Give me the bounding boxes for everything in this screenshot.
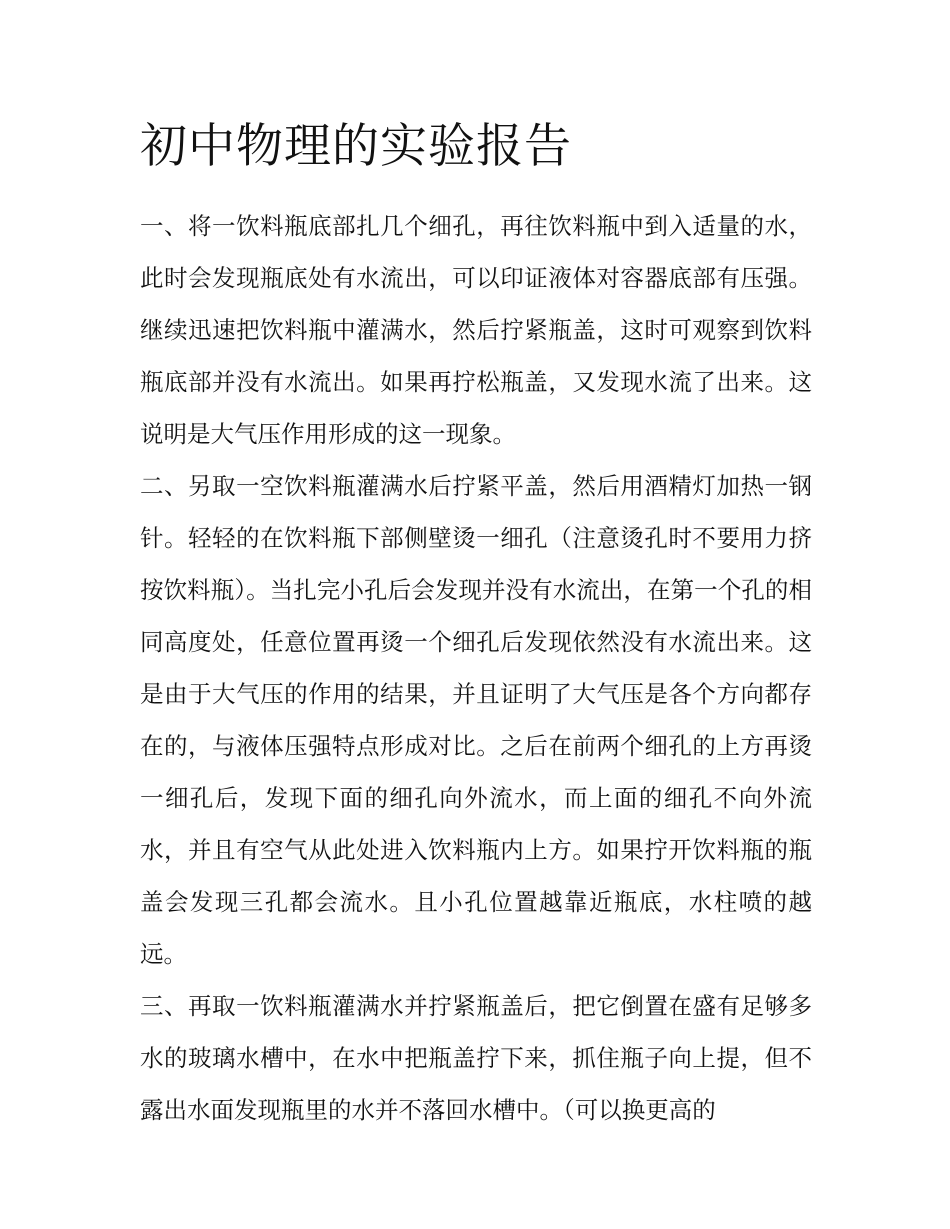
document-page xyxy=(140,112,812,1136)
paragraph-3: 三、再取一饮料瓶灌满水并拧紧瓶盖后，把它倒置在盛有足够多水的玻璃水槽中，在水中把瓶盖拧下来，抓住瓶子向上提，但不露出水面发现瓶里的水并不落回水槽中。（可以换更高的 xyxy=(140,992,812,1124)
paragraph-1: 一、将一饮料瓶底部扎几个细孔，再往饮料瓶中到入适量的水，此时会发现瓶底处有水流出，可以印证液体对容器底部有压强。继续迅速把饮料瓶中灌满水，然后拧紧瓶盖，这时可观察到饮料瓶底部并没有水流出。如果再拧松瓶盖，又发现水流了出来。这说明是大气压作用形成的这一现象。 xyxy=(140,212,812,448)
document-title: 初中物理的实验报告 xyxy=(140,119,572,174)
paragraph-2: 二、另取一空饮料瓶灌满水后拧紧平盖，然后用酒精灯加热一钢针。轻轻的在饮料瓶下部侧壁烫一细孔（注意烫孔时不要用力挤按饮料瓶）。当扎完小孔后会发现并没有水流出，在第一个孔的相同高度处，任意位置再烫一个细孔后发现依然没有水流出来。这是由于大气压的作用的结果，并且证明了大气压是各个方向都存在的，与液体压强特点形成对比。之后在前两个细孔的上方再烫一细孔后，发现下面的细孔向外流水，而上面的细孔不向外流水，并且有空气从此处进入饮料瓶内上方。如果拧开饮料瓶的瓶盖会发现三孔都会流水。且小孔位置越靠近瓶底，水柱喷的越远。 xyxy=(140,472,812,968)
